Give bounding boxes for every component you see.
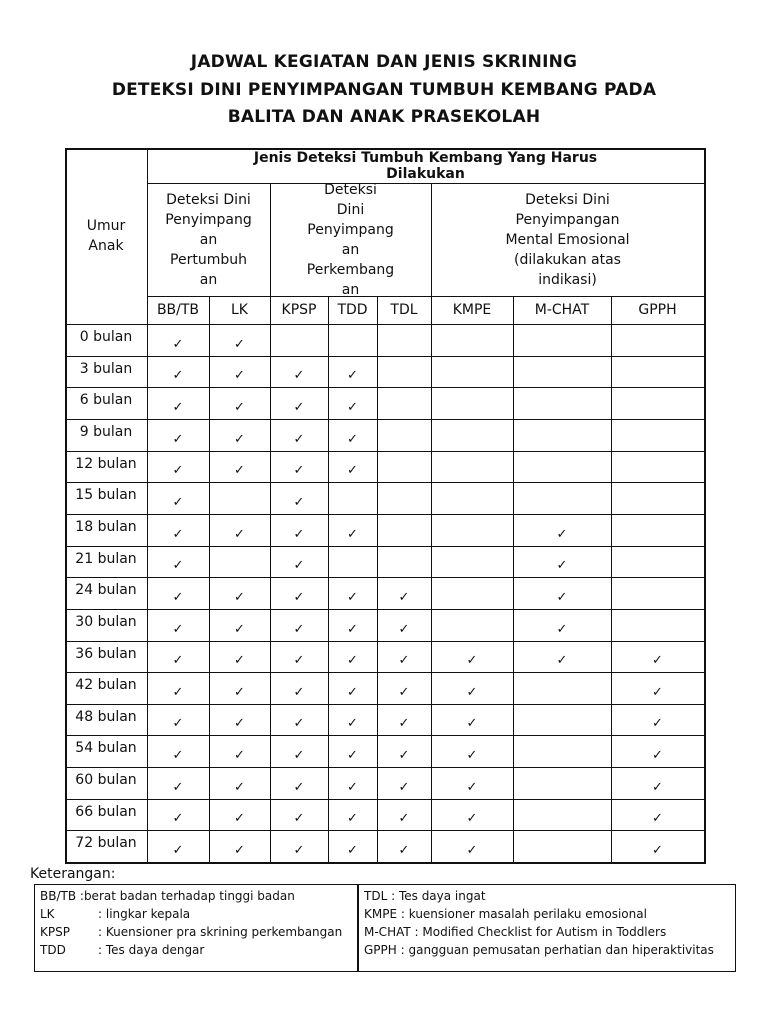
legend-text: gangguan pemusatan perhatian dan hiperaktivitas xyxy=(408,943,714,957)
legend-key: GPPH : xyxy=(364,943,405,957)
age-unit: bulan xyxy=(97,835,137,852)
legend-entry xyxy=(40,941,204,959)
check-mark-icon: ✓ xyxy=(293,368,305,384)
group-header-growth-line: Deteksi Dini xyxy=(166,191,251,208)
check-mark-icon: ✓ xyxy=(172,368,184,384)
check-mark-icon: ✓ xyxy=(652,811,663,827)
column-header-kpsp: KPSP xyxy=(281,302,317,318)
check-mark-icon: ✓ xyxy=(556,621,568,637)
legend-text: Tes daya ingat xyxy=(398,889,486,903)
check-mark-icon: ✓ xyxy=(234,748,245,764)
column-divider xyxy=(513,296,514,862)
column-header-kmpe: KMPE xyxy=(452,302,492,318)
check-mark-icon: ✓ xyxy=(234,684,245,700)
main-header-line: Jenis Deteksi Tumbuh Kembang Yang Harus xyxy=(253,149,598,166)
age-unit: bulan xyxy=(97,772,137,789)
legend-divider xyxy=(357,884,359,972)
legend-key: TDD xyxy=(40,943,66,957)
age-unit: bulan xyxy=(93,423,133,440)
age-unit: bulan xyxy=(93,392,133,409)
row-divider xyxy=(65,672,704,673)
legend-text: : Kuensioner pra skrining perkembangan xyxy=(98,925,343,939)
main-header xyxy=(147,148,704,183)
check-mark-icon: ✓ xyxy=(347,368,358,384)
legend-entry xyxy=(364,923,666,941)
check-mark-icon: ✓ xyxy=(172,748,184,764)
column-header-gpph: GPPH xyxy=(638,302,677,318)
age-value: 60 xyxy=(75,772,94,789)
check-mark-icon: ✓ xyxy=(234,811,245,827)
check-mark-icon: ✓ xyxy=(347,779,358,795)
legend-entry xyxy=(40,905,190,923)
row-divider xyxy=(65,609,704,610)
age-label xyxy=(66,392,146,408)
group-header-development-line: Perkembang xyxy=(306,261,395,278)
check-mark-icon: ✓ xyxy=(293,558,305,574)
age-value: 66 xyxy=(75,803,94,820)
legend-key: BB/TB : xyxy=(40,889,84,903)
check-mark-icon: ✓ xyxy=(398,779,410,795)
age-value: 9 xyxy=(79,423,89,440)
check-mark-icon: ✓ xyxy=(234,431,245,447)
age-label xyxy=(66,551,146,567)
check-mark-icon: ✓ xyxy=(234,368,245,384)
check-mark-icon: ✓ xyxy=(466,684,478,700)
age-unit: bulan xyxy=(93,360,133,377)
check-mark-icon: ✓ xyxy=(556,653,568,669)
check-mark-icon: ✓ xyxy=(293,779,305,795)
row-divider xyxy=(65,735,704,736)
check-mark-icon: ✓ xyxy=(172,336,184,352)
group-header-growth-line: Pertumbuh xyxy=(170,251,247,268)
check-mark-icon: ✓ xyxy=(172,843,184,859)
age-label xyxy=(66,804,146,820)
age-unit: bulan xyxy=(97,645,137,662)
age-label xyxy=(66,424,146,440)
check-mark-icon: ✓ xyxy=(293,463,305,479)
check-mark-icon: ✓ xyxy=(172,779,184,795)
group-header-mental-line: Deteksi Dini xyxy=(525,191,610,208)
check-mark-icon: ✓ xyxy=(234,653,245,669)
column-divider xyxy=(209,296,210,862)
age-unit: bulan xyxy=(97,613,137,630)
column-header-tdd: TDD xyxy=(337,302,368,318)
column-divider xyxy=(328,296,329,862)
table-border-right xyxy=(704,148,706,864)
check-mark-icon: ✓ xyxy=(652,843,663,859)
check-mark-icon: ✓ xyxy=(172,684,184,700)
check-mark-icon: ✓ xyxy=(172,589,184,605)
group-header-development-line: an xyxy=(341,281,360,298)
check-mark-icon: ✓ xyxy=(347,431,358,447)
check-mark-icon: ✓ xyxy=(347,653,358,669)
age-unit: bulan xyxy=(97,455,137,472)
check-mark-icon: ✓ xyxy=(234,336,245,352)
row-divider xyxy=(65,830,704,831)
check-mark-icon: ✓ xyxy=(398,684,410,700)
group-header-growth-line: Penyimpang xyxy=(165,211,252,228)
check-mark-icon: ✓ xyxy=(293,811,305,827)
age-label xyxy=(66,835,146,851)
group-header-development-line: Deteksi xyxy=(324,181,377,198)
age-unit: bulan xyxy=(93,329,133,345)
check-mark-icon: ✓ xyxy=(172,431,184,447)
age-label xyxy=(66,709,146,725)
age-label xyxy=(66,677,146,693)
check-mark-icon: ✓ xyxy=(293,526,305,542)
check-mark-icon: ✓ xyxy=(652,684,663,700)
row-divider xyxy=(65,419,704,420)
age-value: 21 xyxy=(75,550,94,567)
column-header-tdl: TDL xyxy=(390,302,418,318)
check-mark-icon: ✓ xyxy=(652,779,663,795)
title-line-1: JADWAL KEGIATAN DAN JENIS SKRINING xyxy=(190,52,578,72)
age-label xyxy=(66,646,146,662)
check-mark-icon: ✓ xyxy=(347,716,358,732)
row-divider xyxy=(65,514,704,515)
legend-text: : Tes daya dengar xyxy=(98,943,205,957)
age-value: 36 xyxy=(75,645,94,662)
column-header-bbtb: BB/TB xyxy=(156,302,200,318)
check-mark-icon: ✓ xyxy=(347,843,358,859)
check-mark-icon: ✓ xyxy=(652,653,663,669)
legend-key: LK xyxy=(40,907,55,921)
row-divider xyxy=(65,387,704,388)
column-divider xyxy=(611,296,612,862)
row-divider xyxy=(65,546,704,547)
row-divider xyxy=(65,767,704,768)
legend-key: M-CHAT : xyxy=(364,925,419,939)
legend-text: kuensioner masalah perilaku emosional xyxy=(408,907,647,921)
check-mark-icon: ✓ xyxy=(293,748,305,764)
age-value: 18 xyxy=(75,518,94,535)
legend-key: KMPE : xyxy=(364,907,405,921)
age-value: 12 xyxy=(75,455,94,472)
legend-entry xyxy=(364,905,647,923)
age-value: 54 xyxy=(75,740,94,757)
age-unit: bulan xyxy=(97,677,137,694)
check-mark-icon: ✓ xyxy=(556,526,568,542)
check-mark-icon: ✓ xyxy=(234,716,245,732)
age-value: 0 xyxy=(79,329,89,345)
title-line-3: BALITA DAN ANAK PRASEKOLAH xyxy=(227,107,541,127)
check-mark-icon: ✓ xyxy=(172,463,184,479)
check-mark-icon: ✓ xyxy=(347,621,358,637)
group-header-development xyxy=(270,183,431,296)
check-mark-icon: ✓ xyxy=(293,431,305,447)
check-mark-icon: ✓ xyxy=(398,716,410,732)
check-mark-icon: ✓ xyxy=(172,653,184,669)
age-header xyxy=(65,148,147,324)
check-mark-icon: ✓ xyxy=(652,748,663,764)
row-divider xyxy=(65,451,704,452)
age-value: 15 xyxy=(75,487,94,504)
group-header-mental-line: indikasi) xyxy=(538,271,597,288)
check-mark-icon: ✓ xyxy=(398,653,410,669)
age-unit: bulan xyxy=(97,803,137,820)
age-label xyxy=(66,772,146,788)
check-mark-icon: ✓ xyxy=(466,716,478,732)
column-header-divider xyxy=(65,324,704,325)
check-mark-icon: ✓ xyxy=(466,843,478,859)
check-mark-icon: ✓ xyxy=(293,589,305,605)
group-header-development-line: Penyimpang xyxy=(307,221,394,238)
check-mark-icon: ✓ xyxy=(556,558,568,574)
age-label xyxy=(66,456,146,472)
title-line-2: DETEKSI DINI PENYIMPANGAN TUMBUH KEMBANG PADA xyxy=(111,80,657,100)
check-mark-icon: ✓ xyxy=(466,811,478,827)
check-mark-icon: ✓ xyxy=(293,399,305,415)
check-mark-icon: ✓ xyxy=(293,621,305,637)
age-unit: bulan xyxy=(97,518,137,535)
age-value: 6 xyxy=(79,392,89,409)
check-mark-icon: ✓ xyxy=(172,558,184,574)
legend-entry xyxy=(364,941,714,959)
check-mark-icon: ✓ xyxy=(466,779,478,795)
group-header-growth-line: an xyxy=(199,271,218,288)
main-header-line: Dilakukan xyxy=(386,165,465,182)
legend-text: Modified Checklist for Autism in Toddlers xyxy=(422,925,667,939)
group-header-development-line: Dini xyxy=(336,201,365,218)
check-mark-icon: ✓ xyxy=(234,589,245,605)
age-label xyxy=(66,519,146,535)
age-unit: bulan xyxy=(97,550,137,567)
row-divider xyxy=(65,482,704,483)
check-mark-icon: ✓ xyxy=(556,589,568,605)
check-mark-icon: ✓ xyxy=(172,399,184,415)
legend-title: Keterangan: xyxy=(30,866,116,882)
group-header-development-line: an xyxy=(341,241,360,258)
legend-text: : lingkar kepala xyxy=(98,907,191,921)
age-unit: bulan xyxy=(97,582,137,599)
column-header-lk: LK xyxy=(231,302,248,318)
check-mark-icon: ✓ xyxy=(466,748,478,764)
check-mark-icon: ✓ xyxy=(234,779,245,795)
check-mark-icon: ✓ xyxy=(466,653,478,669)
check-mark-icon: ✓ xyxy=(234,526,245,542)
check-mark-icon: ✓ xyxy=(234,463,245,479)
row-divider xyxy=(65,356,704,357)
group-header-mental xyxy=(431,183,704,296)
check-mark-icon: ✓ xyxy=(293,684,305,700)
legend-key: KPSP xyxy=(40,925,70,939)
age-unit: bulan xyxy=(97,708,137,725)
age-value: 48 xyxy=(75,708,94,725)
group-header-mental-line: Mental Emosional xyxy=(505,231,630,248)
group-header-growth-line: an xyxy=(199,231,218,248)
check-mark-icon: ✓ xyxy=(347,684,358,700)
check-mark-icon: ✓ xyxy=(347,811,358,827)
age-value: 30 xyxy=(75,613,94,630)
check-mark-icon: ✓ xyxy=(293,494,305,510)
column-header-mchat: M-CHAT xyxy=(534,302,590,318)
age-unit: bulan xyxy=(97,740,137,757)
check-mark-icon: ✓ xyxy=(652,716,663,732)
check-mark-icon: ✓ xyxy=(398,811,410,827)
group-header-mental-line: Penyimpangan xyxy=(515,211,620,228)
check-mark-icon: ✓ xyxy=(398,589,410,605)
age-label xyxy=(66,740,146,756)
row-divider xyxy=(65,641,704,642)
age-value: 42 xyxy=(75,677,94,694)
group-header-growth xyxy=(147,183,270,296)
legend-entry xyxy=(40,887,295,905)
check-mark-icon: ✓ xyxy=(347,463,358,479)
check-mark-icon: ✓ xyxy=(398,621,410,637)
age-value: 24 xyxy=(75,582,94,599)
check-mark-icon: ✓ xyxy=(398,748,410,764)
check-mark-icon: ✓ xyxy=(234,621,245,637)
check-mark-icon: ✓ xyxy=(234,399,245,415)
legend-entry xyxy=(364,887,486,905)
age-header-line: Umur xyxy=(86,218,126,234)
check-mark-icon: ✓ xyxy=(172,716,184,732)
age-label xyxy=(66,614,146,630)
row-divider xyxy=(65,704,704,705)
check-mark-icon: ✓ xyxy=(347,748,358,764)
group-header-mental-line: (dilakukan atas xyxy=(514,251,621,268)
age-value: 3 xyxy=(79,360,89,377)
age-value: 72 xyxy=(75,835,94,852)
row-divider xyxy=(65,799,704,800)
check-mark-icon: ✓ xyxy=(172,526,184,542)
check-mark-icon: ✓ xyxy=(347,589,358,605)
check-mark-icon: ✓ xyxy=(234,843,245,859)
age-label xyxy=(66,487,146,503)
age-header-line: Anak xyxy=(88,238,124,254)
check-mark-icon: ✓ xyxy=(293,716,305,732)
table-border-bottom xyxy=(65,862,704,864)
check-mark-icon: ✓ xyxy=(347,399,358,415)
row-divider xyxy=(65,577,704,578)
legend-key: TDL : xyxy=(364,889,396,903)
check-mark-icon: ✓ xyxy=(398,843,410,859)
legend-text: berat badan terhadap tinggi badan xyxy=(83,889,295,903)
age-label xyxy=(66,361,146,377)
check-mark-icon: ✓ xyxy=(347,526,358,542)
column-divider xyxy=(377,296,378,862)
age-label xyxy=(66,329,146,345)
legend-entry xyxy=(40,923,342,941)
age-unit: bulan xyxy=(97,487,137,504)
check-mark-icon: ✓ xyxy=(172,494,184,510)
age-label xyxy=(66,582,146,598)
check-mark-icon: ✓ xyxy=(172,621,184,637)
check-mark-icon: ✓ xyxy=(293,653,305,669)
check-mark-icon: ✓ xyxy=(172,811,184,827)
check-mark-icon: ✓ xyxy=(293,843,305,859)
